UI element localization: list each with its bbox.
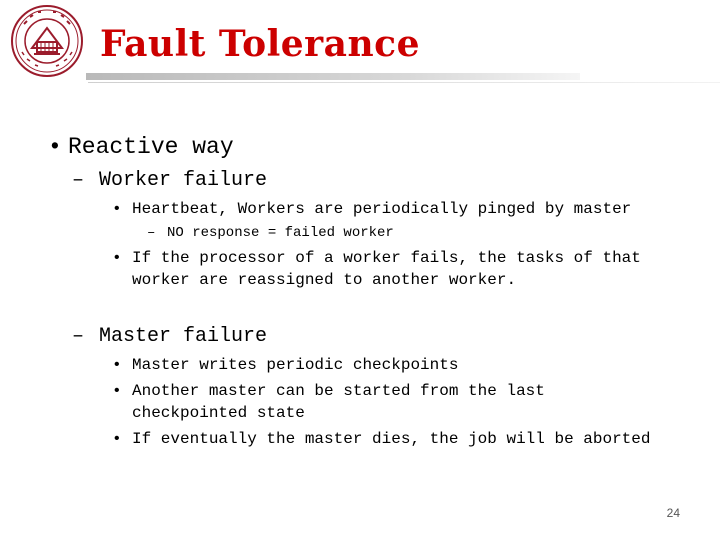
bullet-dot: • [48,134,62,160]
page-number: 24 [666,506,680,520]
bullet-reactive-way [48,132,234,162]
subheading-master-failure [72,323,267,351]
bullet-dot: • [112,430,122,448]
subheading-text: Master failure [99,325,268,348]
dash-marker: – [147,225,156,241]
subheading-text: Worker failure [99,169,268,192]
bullet-dot: • [112,382,122,400]
bullet-another-master-continuation: checkpointed state [132,404,305,422]
bullet-text: Another master can be started from the last [132,382,545,400]
bullet-dot: • [112,356,122,374]
title-underline [88,82,720,83]
slide-title: Fault Tolerance [100,23,420,65]
university-seal-icon [10,4,84,78]
bullet-dot: • [112,200,122,218]
bullet-dot: • [112,249,122,267]
bullet-text: Master writes periodic checkpoints [132,356,459,374]
bullet-text: Heartbeat, Workers are periodically pinged by master [132,200,632,218]
bullet-master-dies [112,428,650,450]
title-divider [86,73,580,80]
bullet-no-response [147,223,394,243]
subheading-worker-failure [72,167,267,195]
bullet-reassign [112,247,641,269]
bullet-text: If the processor of a worker fails, the tasks of that [132,249,641,267]
bullet-checkpoints [112,354,458,376]
bullet-text: NO response = failed worker [167,225,394,241]
bullet-text: Reactive way [68,134,234,160]
bullet-heartbeat [112,198,631,220]
bullet-another-master [112,380,545,402]
dash-marker: – [72,169,85,192]
bullet-reassign-continuation: worker are reassigned to another worker. [132,271,517,289]
bullet-text: If eventually the master dies, the job will be aborted [132,430,651,448]
dash-marker: – [72,325,85,348]
